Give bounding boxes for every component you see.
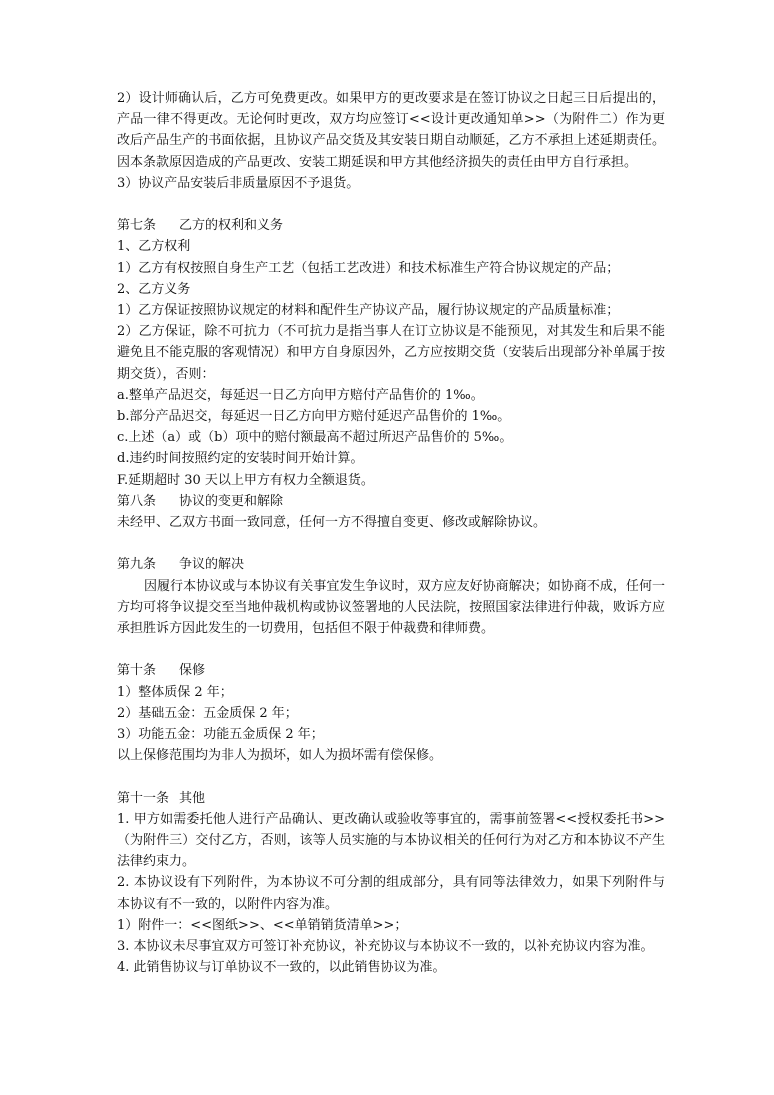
other-item-4: 4. 此销售协议与订单协议不一致的，以此销售协议为准。 [117,960,446,976]
warranty-item-2: 2）基础五金：五金质保 2 年； [117,705,298,721]
article-title: 争议的解决 [179,557,245,573]
contract-page [117,88,665,978]
article-8-heading [117,491,665,512]
party-b-obligations-heading: 2、乙方义务 [117,281,191,297]
party-b-obligations-item-1: 1）乙方保证按照协议规定的材料和配件生产协议产品，履行协议规定的产品质量标准； [117,303,620,319]
article-number: 第十一条 [117,790,170,806]
spacer [117,639,665,660]
clause-6-item-3: 3）协议产品安装后非质量原因不予退货。 [117,175,360,191]
other-item-3: 3. 本协议未尽事宜双方可签订补充协议，补充协议与本协议不一致的，以补充协议内容为准。 [117,939,654,955]
penalty-item-b: b.部分产品迟交，每延迟一日乙方向甲方赔付延迟产品售价的 1‰。 [117,409,511,425]
article-9-body: 因履行本协议或与本协议有关事宜发生争议时，双方应友好协商解决；如协商不成，任何一方均可将争议提交至当地仲裁机构或协议签署地的人民法院，按照国家法律进行仲裁，败诉方应承担胜诉方因此发生的一切费用，包括但不限于仲裁费和律师费。 [117,578,665,637]
other-item-2: 2. 本协议设有下列附件，为本协议不可分割的组成部分，具有同等法律效力，如果下列附件与本协议有不一致的，以附件内容为准。 [117,875,665,912]
clause-6-item-2: 2）设计师确认后，乙方可免费更改。如果甲方的更改要求是在签订协议之日起三日后提出的，产品一律不得更改。无论何时更改，双方均应签订<<设计更改通知单>>（为附件二）作为更改后产品生产的书面依据，且协议产品交货及其安装日期自动顺延，乙方不承担上述延期责任。因本条款原因造成的产品更改、安装工期延误和甲方其他经济损失的责任由甲方自行承担。 [117,91,665,170]
article-9-heading [117,554,665,575]
party-b-rights-heading: 1、乙方权利 [117,239,191,255]
party-b-obligations-item-2: 2）乙方保证，除不可抗力（不可抗力是指当事人在订立协议是不能预见，对其发生和后果不能避免且不能克服的客观情况）和甲方自身原因外，乙方应按期交货（安装后出现部分补单属于按期交货），否则： [117,324,665,382]
article-number: 第十条 [117,663,157,679]
article-11-heading [117,788,665,809]
article-title: 乙方的权利和义务 [179,218,284,234]
penalty-item-c: c.上述（a）或（b）项中的赔付额最高不超过所迟产品售价的 5‰。 [117,430,513,446]
warranty-item-3: 3）功能五金：功能五金质保 2 年； [117,727,324,743]
penalty-item-a: a.整单产品迟交，每延迟一日乙方向甲方赔付产品售价的 1‰。 [117,387,484,403]
penalty-item-d: d.违约时间按照约定的安装时间开始计算。 [117,451,364,467]
article-7-heading [117,215,665,236]
attachment-list: 1）附件一：<<图纸>>、<<单销销货清单>>； [117,917,408,933]
article-number: 第八条 [117,493,157,509]
spacer [117,194,665,215]
article-title: 保修 [179,663,206,679]
warranty-item-1: 1）整体质保 2 年； [117,684,233,700]
penalty-item-f: F.延期超时 30 天以上甲方有权力全额退货。 [117,472,374,488]
party-b-rights-item-1: 1）乙方有权按照自身生产工艺（包括工艺改进）和技术标准生产符合协议规定的产品； [117,260,620,276]
spacer [117,533,665,554]
spacer [117,766,665,787]
other-item-1: 1. 甲方如需委托他人进行产品确认、更改确认或验收等事宜的，需事前签署<<授权委托书>>（为附件三）交付乙方，否则，该等人员实施的与本协议相关的任何行为对乙方和本协议不产生法律约束力。 [117,811,665,870]
article-number: 第七条 [117,218,157,234]
warranty-note: 以上保修范围均为非人为损坏，如人为损坏需有偿保修。 [117,748,443,764]
article-8-body: 未经甲、乙双方书面一致同意，任何一方不得擅自变更、修改或解除协议。 [117,515,547,531]
article-number: 第九条 [117,557,157,573]
article-10-heading [117,660,665,681]
article-title: 其他 [179,790,206,806]
article-title: 协议的变更和解除 [179,493,284,509]
